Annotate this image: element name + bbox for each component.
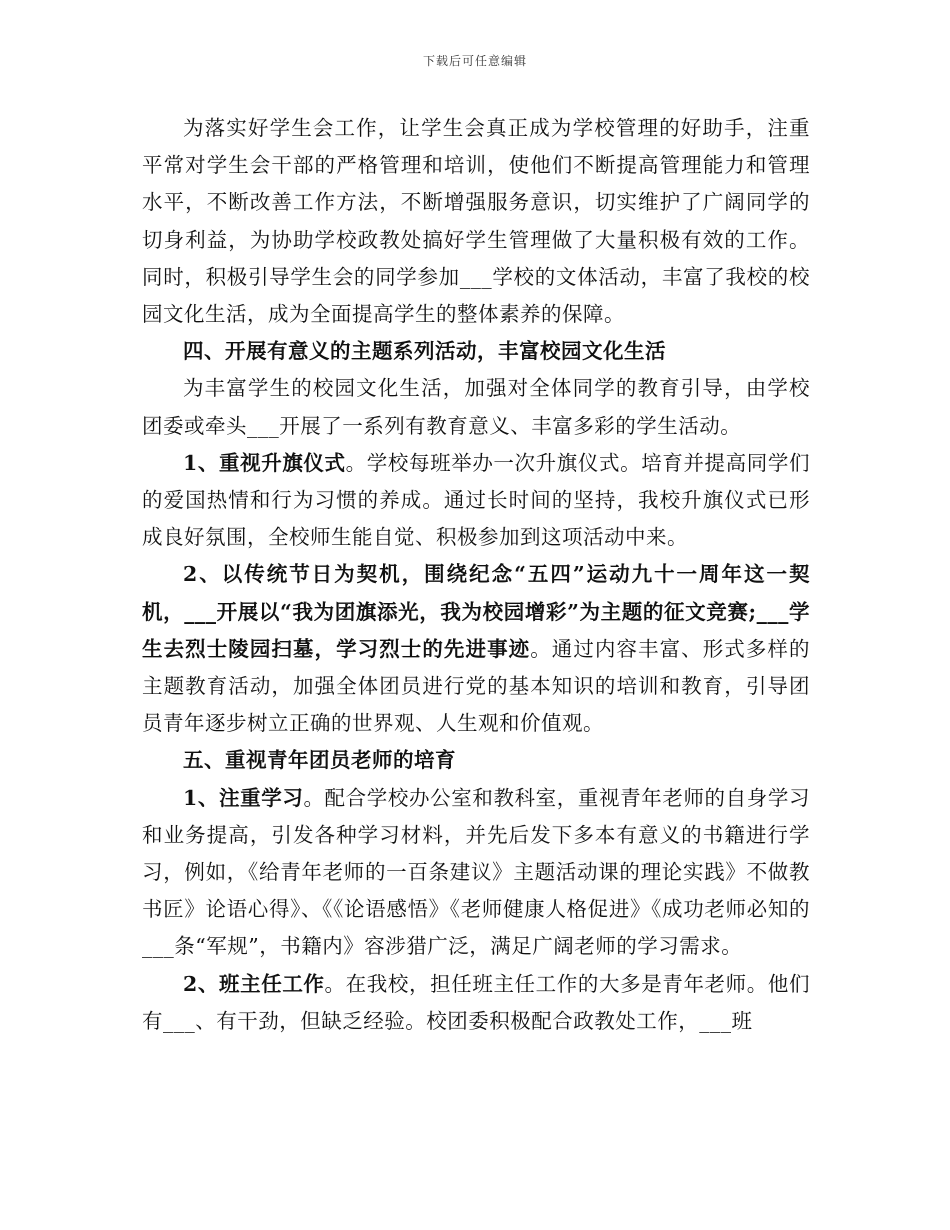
paragraph-study — [142, 780, 810, 966]
paragraph-text: 。通过内容丰富、形式多样的主题教育活动，加强全体团员进行党的基本知识的培训和教育，引导团员青年逐步树立正确的世界观、人生观和价值观。 — [142, 636, 811, 736]
paragraph-lead: 2、班主任工作 — [183, 971, 325, 996]
paragraph-text: 。配合学校办公室和教科室，重视青年老师的自身学习和业务提高，引发各种学习材料，并先后发下多本有意义的书籍进行学习，例如，《给青年老师的一百条建议》主题活动课的理论实践》不做教书匠》论语心得》、《《论语感悟》《老师健康人格促进》《成功老师必知的___条“军规”，书籍内》容涉猎广泛，满足广阔老师的学习需求。 — [142, 785, 811, 959]
paragraph-activities-intro: 为丰富学生的校园文化生活，加强对全体同学的教育引导，由学校团委或牵头___开展了一系列有教育意义、丰富多彩的学生活动。 — [142, 376, 810, 438]
paragraph-flag-ceremony — [142, 445, 810, 557]
document-body — [142, 110, 810, 1040]
paragraph-lead: 1、注重学习 — [183, 785, 304, 810]
paragraph-student-union: 为落实好学生会工作，让学生会真正成为学校管理的好助手，注重平常对学生会干部的严格管理和培训，使他们不断提高管理能力和管理水平，不断改善工作方法，不断增强服务意识，切实维护了广阔同学的切身利益，为协助学校政教处搞好学生管理做了大量积极有效的工作。同时，积极引导学生会的同学参加___学校的文体活动，丰富了我校的校园文化生活，成为全面提高学生的整体素养的保障。 — [142, 116, 810, 327]
paragraph-lead: 1、重视升旗仪式 — [183, 450, 346, 475]
paragraph-traditional-festival — [142, 556, 810, 742]
paragraph-text: 。学校每班举办一次升旗仪式。培育并提高同学们的爱国热情和行为习惯的养成。通过长时间的坚持，我校升旗仪式已形成良好氛围，全校师生能自觉、积极参加到这项活动中来。 — [142, 450, 810, 550]
section-heading-four: 四、开展有意义的主题系列活动，丰富校园文化生活 — [183, 339, 666, 364]
paragraph-head-teacher — [142, 966, 810, 1040]
paragraph-text: 。在我校，担任班主任工作的大多是青年老师。他们有___、有干劲，但缺乏经验。校团委积极配合政教处工作，___班 — [142, 971, 810, 1033]
section-heading-five: 五、重视青年团员老师的培育 — [183, 748, 456, 773]
page-header: 下载后可任意编辑 — [422, 54, 527, 68]
paragraph-lead: 2、以传统节日为契机，围绕纪念“五四”运动九十一周年这一契机，___开展以“我为团旗添光，我为校园增彩”为主题的征文竞赛;___学生去烈士陵园扫墓，学习烈士的先进事迹 — [142, 562, 810, 661]
